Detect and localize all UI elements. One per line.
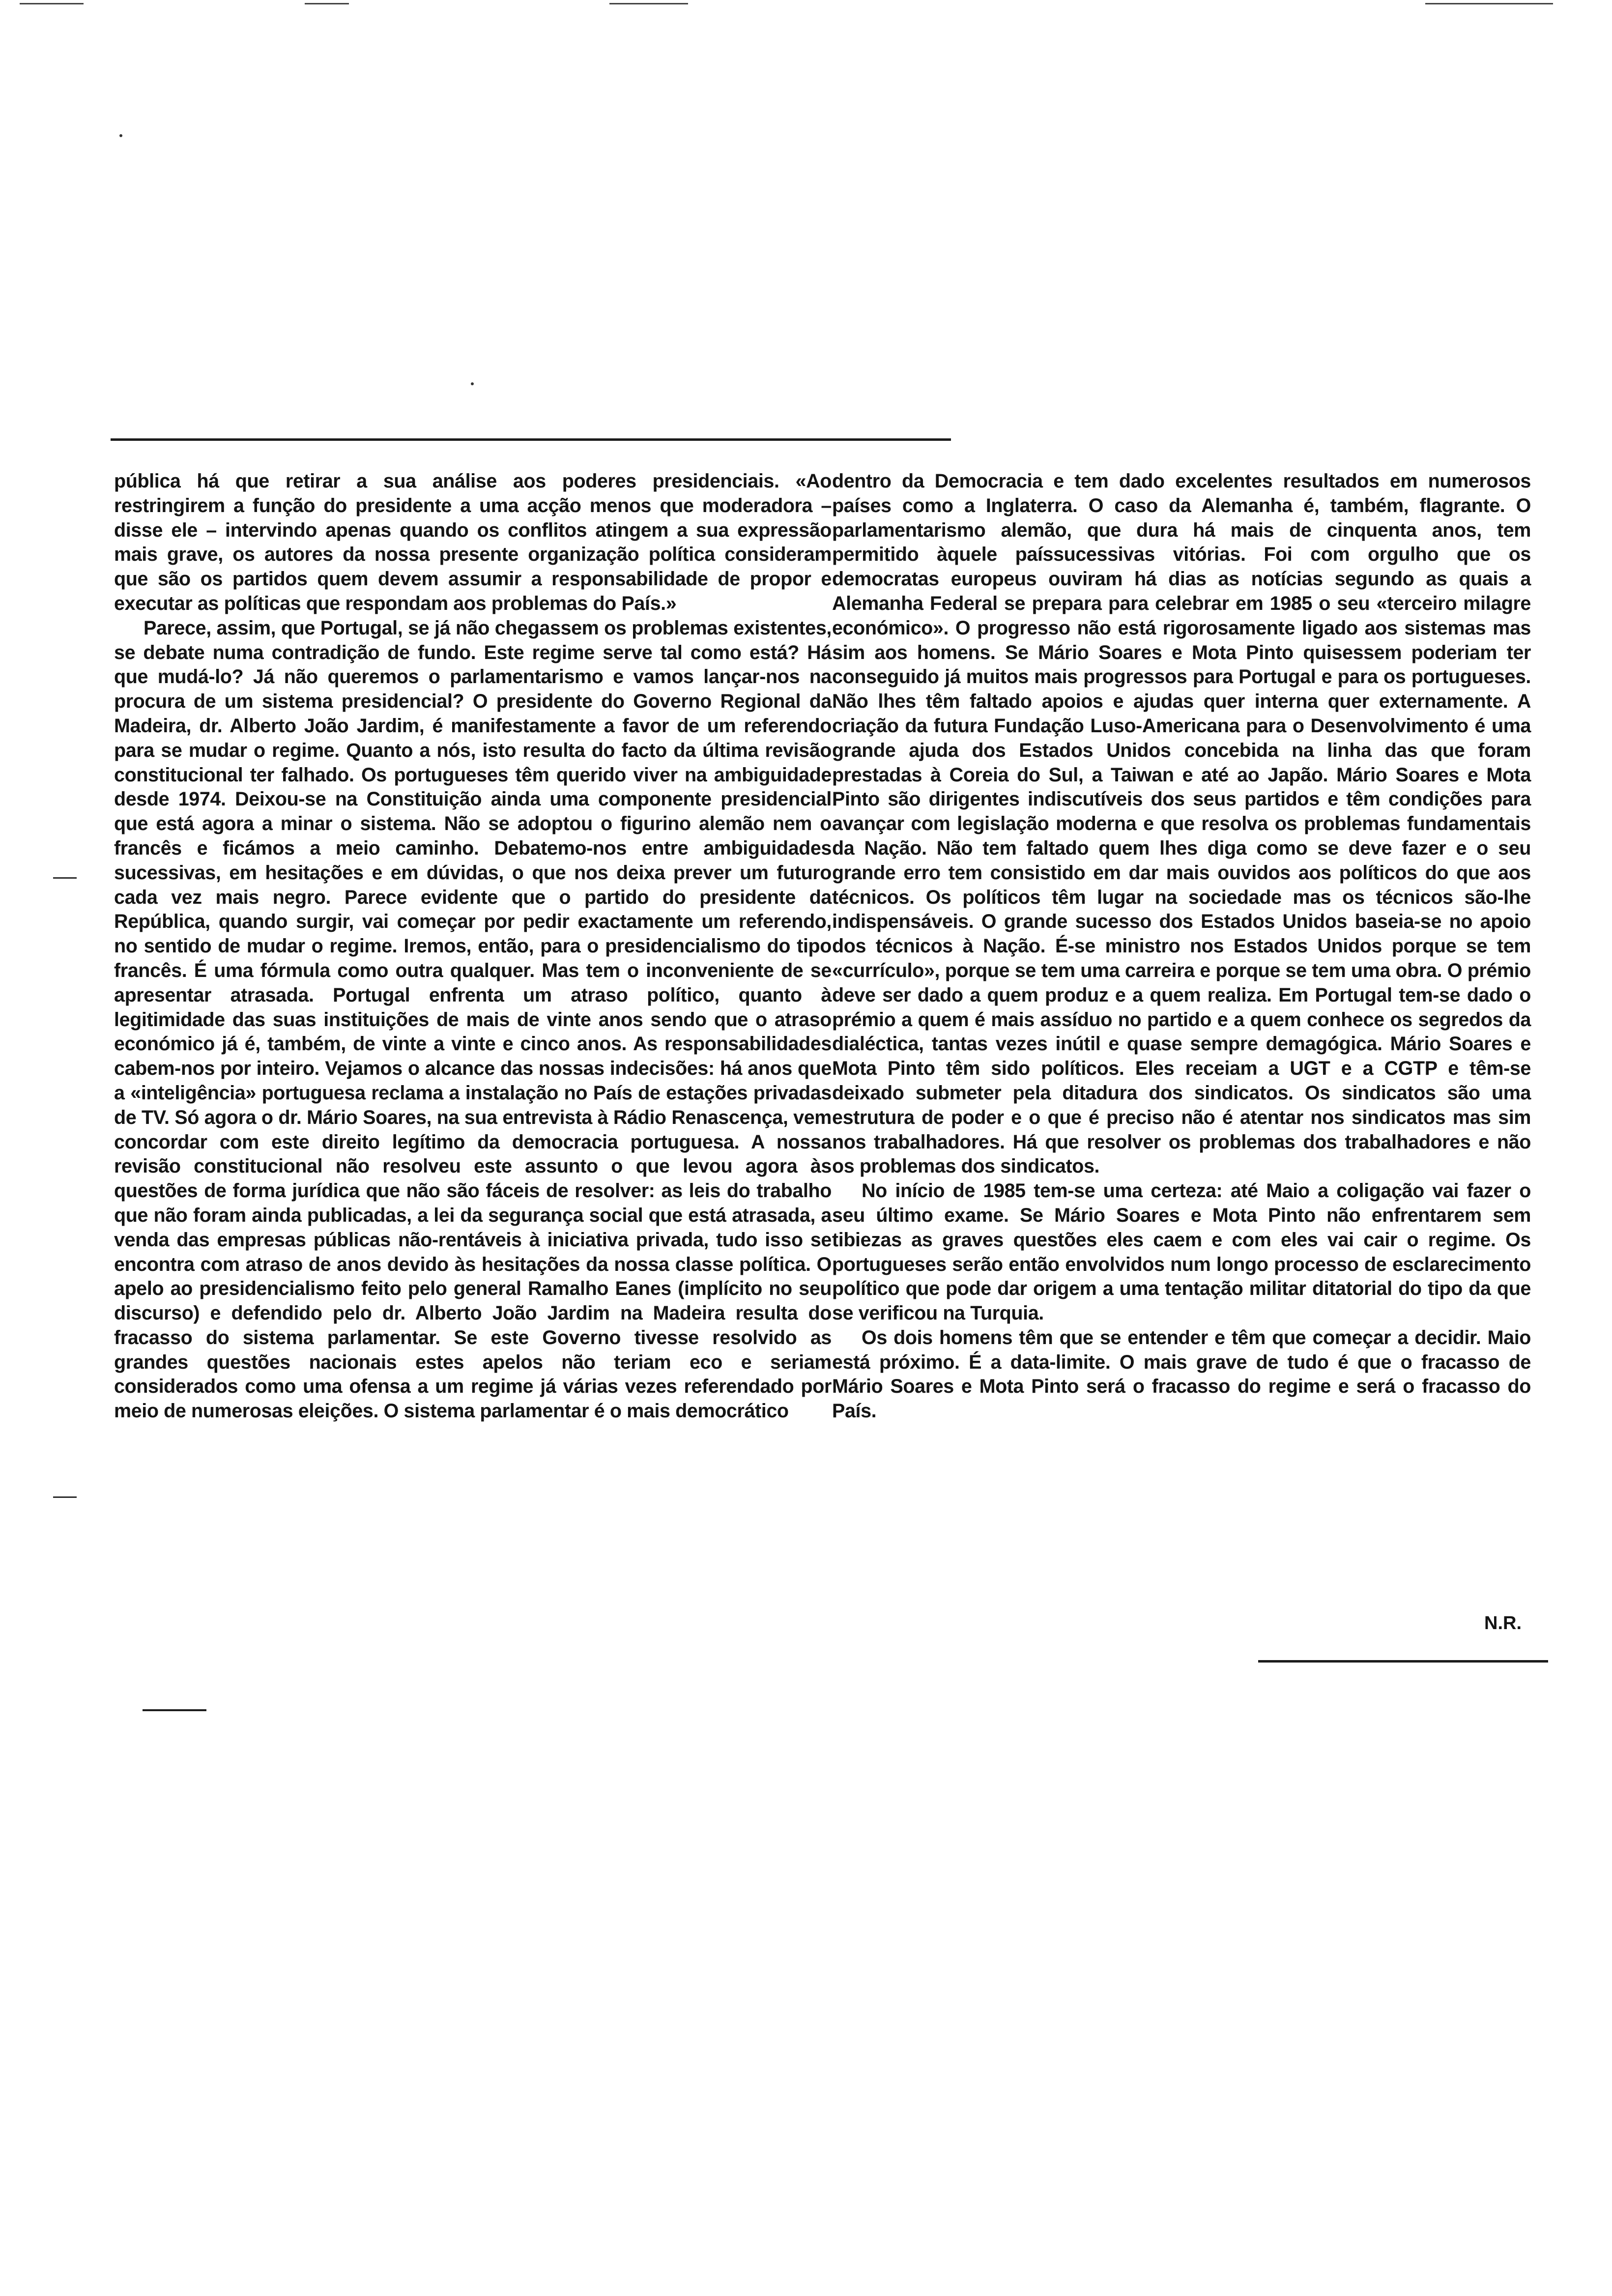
author-signature: N.R.	[1484, 1613, 1522, 1634]
scan-speck	[471, 382, 474, 385]
paragraph: pública há que retirar a sua análise aos poderes presidenciais. «Ao restringirem a função do presidente a uma acção menos que moderadora – disse ele – intervindo apenas quando os conflitos atingem a sua expressão mais grave, os autores da nossa presente organização política consideram que são os partidos quem devem assumir a responsabilidade de propor e executar as políticas que respondam aos problemas do País.»	[114, 470, 832, 614]
scan-speck	[119, 134, 122, 137]
margin-mark	[53, 877, 77, 879]
bottom-divider-rule	[143, 1709, 206, 1711]
paragraph: Os dois homens têm que se entender e têm que começar a decidir. Maio está próximo. É a data-limite. O mais grave de tudo é que o fracasso de Mário Soares e Mota Pinto será o fracasso do regime e será o fracasso do País.	[832, 1326, 1531, 1422]
top-edge-artifact	[305, 3, 349, 4]
bottom-divider-rule	[1258, 1660, 1548, 1663]
article-left-column	[114, 469, 832, 1424]
margin-mark	[53, 1496, 77, 1498]
article-right-column	[832, 469, 1531, 1424]
paragraph: dentro da Democracia e tem dado excelentes resultados em numerosos países como a Inglaterra. O caso da Alemanha é, também, flagrante. O parlamentarismo alemão, que dura há mais de cinquenta anos, tem permitido àquele paíssucessivas vitórias. Foi com orgulho que os democratas europeus ouviram há dias as notícias segundo as quais a Alemanha Federal se prepara para celebrar em 1985 o seu «terceiro milagre económico». O progresso não está rigorosamente ligado aos sistemas mas sim aos homens. Se Mário Soares e Mota Pinto quisessem poderiam ter conseguido já muitos mais progressos para Portugal e para os portugueses. Não lhes têm faltado apoios e ajudas quer interna quer externamente. A criação da futura Fundação Luso-Americana para o Desenvolvimento é uma grande ajuda dos Estados Unidos concebida na linha das que foram prestadas à Coreia do Sul, a Taiwan e até ao Japão. Mário Soares e Mota Pinto são dirigentes indiscutíveis dos seus partidos e têm condições para avançar com legislação moderna e que resolva os problemas fundamentais da Nação. Não tem faltado quem lhes diga como se deve fazer e o seu grande erro tem consistido em dar mais ouvidos aos políticos do que aos técnicos. Os políticos têm lugar na sociedade mas os técnicos são-lhe indispensáveis. O grande sucesso dos Estados Unidos baseia-se no apoio dos técnicos à Nação. É-se ministro nos Estados Unidos porque se tem «currículo», porque se tem uma carreira e porque se tem uma obra. O prémio deve ser dado a quem produz e a quem realiza. Em Portugal tem-se dado o prémio a quem é mais assíduo no partido e a quem conhece os segredos da dialéctica, tantas vezes inútil e quase sempre demagógica. Mário Soares e Mota Pinto têm sido políticos. Eles receiam a UGT e a CGTP e têm-se deixado submeter pela ditadura dos sindicatos. Os sindicatos são uma estrutura de poder e o que é preciso não é atentar nos sindicatos mas sim nos trabalhadores. Há que resolver os problemas dos trabalhadores e não os problemas dos sindicatos.	[832, 470, 1531, 1177]
paragraph: No início de 1985 tem-se uma certeza: até Maio a coligação vai fazer o seu último exame. Se Mário Soares e Mota Pinto não enfrentarem sem tibiezas as graves questões eles caem e com eles vai cair o regime. Os portugueses serão então envolvidos num longo processo de esclarecimento político que pode dar origem a uma tentação militar ditatorial do tipo da que se verificou na Turquia.	[832, 1180, 1531, 1324]
top-divider-rule	[111, 438, 951, 441]
paragraph: Parece, assim, que Portugal, se já não chegassem os problemas existentes, se debate numa contradição de fundo. Este regime serve tal como está? Há que mudá-lo? Já não queremos o parlamentarismo e vamos lançar-nos na procura de um sistema presidencial? O presidente do Governo Regional da Madeira, dr. Alberto João Jardim, é manifestamente a favor de um referendo para se mudar o regime. Quanto a nós, isto resulta do facto da última revisão constitucional ter falhado. Os portugueses têm querido viver na ambiguidade desde 1974. Deixou-se na Constituição ainda uma componente presidencial que está agora a minar o sistema. Não se adoptou o figurino alemão nem o francês e ficámos a meio caminho. Debatemo-nos entre ambiguidades sucessivas, em hesitações e em dúvidas, o que nos deixa prever um futuro cada vez mais negro. Parece evidente que o partido do presidente da República, quando surgir, vai começar por pedir exactamente um referendo, no sentido de mudar o regime. Iremos, então, para o presidencialismo do tipo francês. É uma fórmula como outra qualquer. Mas tem o inconveniente de se apresentar atrasada. Portugal enfrenta um atraso político, quanto à legitimidade das suas instituições de mais de vinte anos sendo que o atraso económico já é, também, de vinte a vinte e cinco anos. As responsabilidades cabem-nos por inteiro. Vejamos o alcance das nossas indecisões: há anos que a «inteligência» portuguesa reclama a instalação no País de estações privadas de TV. Só agora o dr. Mário Soares, na sua entrevista à Rádio Renascença, vem concordar com este direito legítimo da democracia portuguesa. A nossa revisão constitucional não resolveu este assunto o que levou agora às questões de forma jurídica que não são fáceis de resolver: as leis do trabalho que não foram ainda publicadas, a lei da segurança social que está atrasada, a venda das empresas públicas não-rentáveis à iniciativa privada, tudo isso se encontra com atraso de anos devido às hesitações da nossa classe política. O apelo ao presidencialismo feito pelo general Ramalho Eanes (implícito no seu discurso) e defendido pelo dr. Alberto João Jardim na Madeira resulta do fracasso do sistema parlamentar. Se este Governo tivesse resolvido as grandes questões nacionais estes apelos não teriam eco e seriam considerados como uma ofensa a um regime já várias vezes referendado por meio de numerosas eleições. O sistema parlamentar é o mais democrático	[114, 617, 832, 1422]
top-edge-artifact	[1425, 3, 1553, 4]
top-edge-artifact	[609, 3, 688, 4]
top-edge-artifact	[20, 3, 84, 4]
